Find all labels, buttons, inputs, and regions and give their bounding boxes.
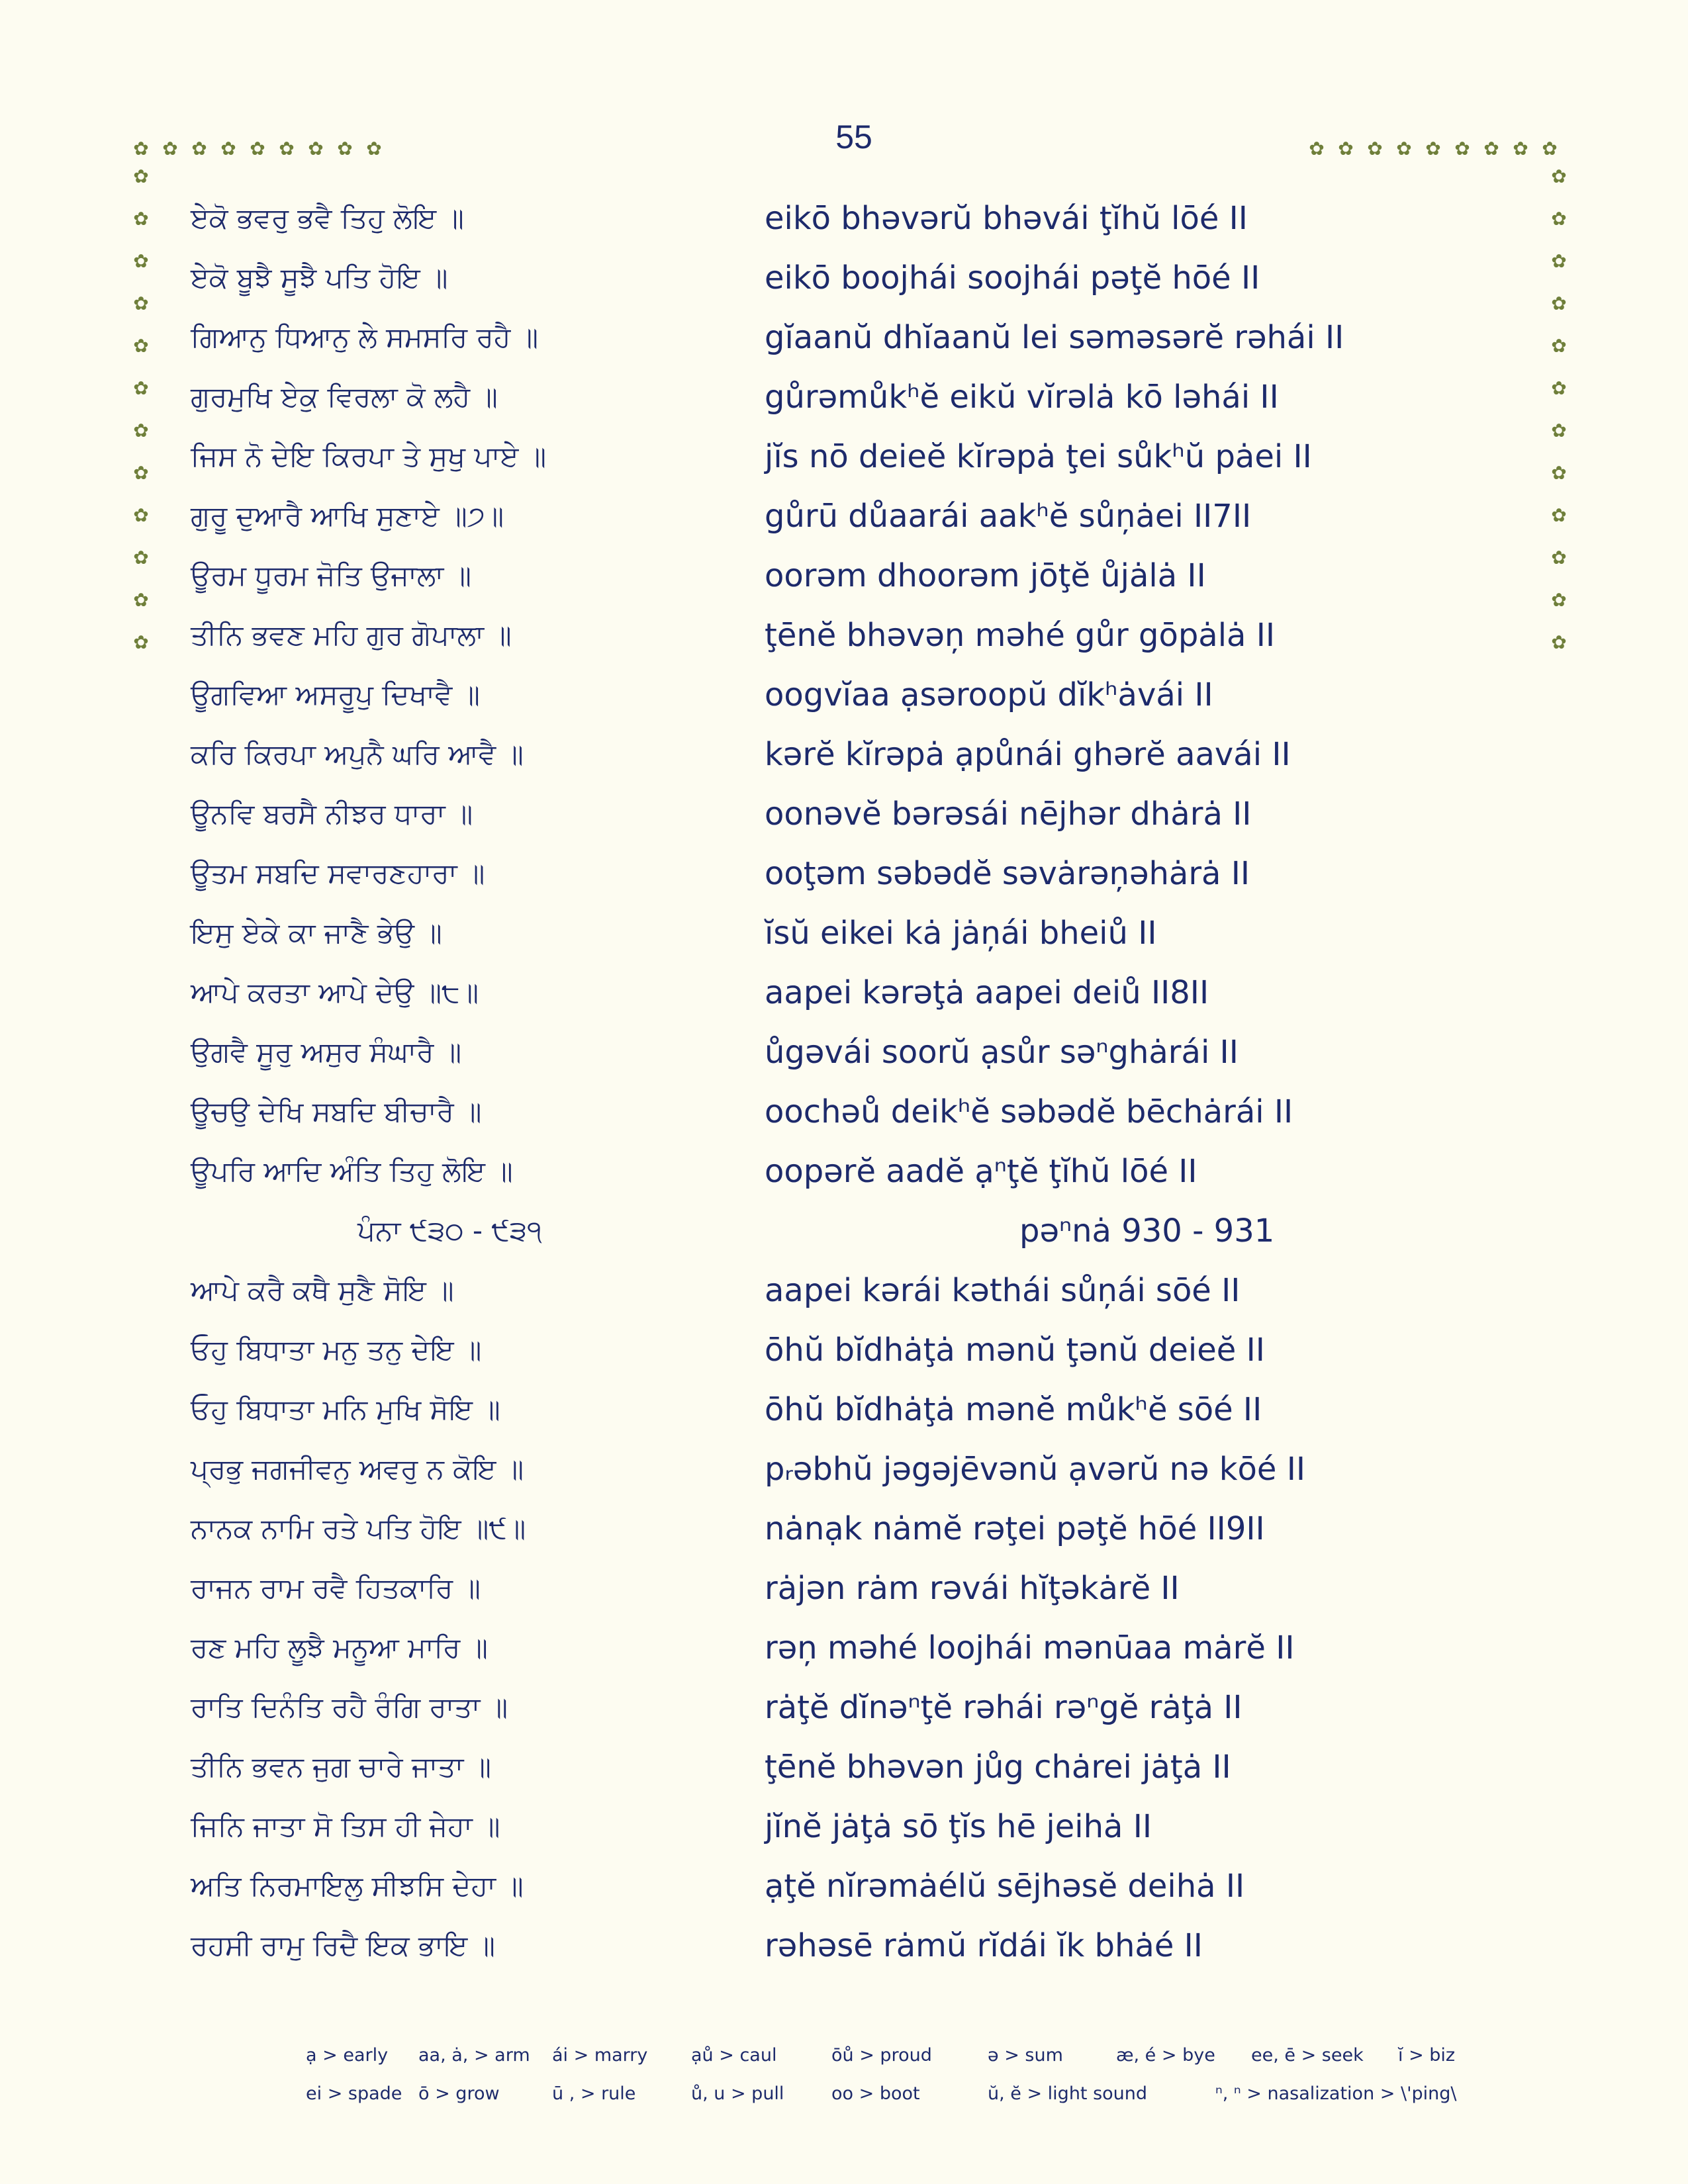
gurmukhi-text: ਇਸੁ ਏਕੇ ਕਾ ਜਾਣੈ ਭੇਉ ॥ xyxy=(191,917,442,949)
legend-item: ŭ, ĕ > light sound xyxy=(988,2083,1148,2104)
page-number: 55 xyxy=(835,118,872,156)
gurmukhi-text: ਊਰਮ ਧੂਰਮ ਜੋਤਿ ਉਜਾਲਾ ॥ xyxy=(191,559,471,592)
verse-line xyxy=(0,1807,1688,1866)
verse-line xyxy=(0,437,1688,496)
legend-item: ạů > caul xyxy=(691,2045,777,2066)
transliteration-text: ōhŭ bĭdhȧţȧ mənŭ ţənŭ deieĕ II xyxy=(765,1332,1265,1369)
verse-line xyxy=(0,1628,1688,1688)
gurmukhi-text: ਤੀਨਿ ਭਵਨ ਜੁਗ ਚਾਰੇ ਜਾਤਾ ॥ xyxy=(191,1751,491,1783)
gurmukhi-text: ਊਤਮ ਸਬਦਿ ਸਵਾਰਣਹਾਰਾ ॥ xyxy=(191,857,485,889)
verse-line xyxy=(0,318,1688,377)
verse-line xyxy=(0,556,1688,615)
legend-item: oo > boot xyxy=(831,2083,920,2104)
flower-icon: ✿ xyxy=(133,377,149,399)
verse-line xyxy=(0,199,1688,258)
gurmukhi-text: ਆਪੇ ਕਰਤਾ ਆਪੇ ਦੇਉ ॥੮॥ xyxy=(191,976,479,1009)
flower-icon: ✿ xyxy=(1551,250,1567,272)
gurmukhi-text: ਨਾਨਕ ਨਾਮਿ ਰਤੇ ਪਤਿ ਹੋਇ ॥੯॥ xyxy=(191,1512,526,1545)
flower-icon: ✿ xyxy=(1551,335,1567,357)
gurmukhi-text: ਰਣ ਮਹਿ ਲੂਝੈ ਮਨੂਆ ਮਾਰਿ ॥ xyxy=(191,1631,488,1664)
transliteration-text: rȧjən rȧm rəvái hĭţəkȧrĕ II xyxy=(765,1570,1180,1607)
legend-item: ō > grow xyxy=(418,2083,500,2104)
verse-line xyxy=(0,1390,1688,1449)
gurmukhi-text: ਪ੍ਰਭੁ ਜਗਜੀਵਨੁ ਅਵਰੁ ਨ ਕੋਇ ॥ xyxy=(191,1453,524,1485)
legend-item: ái > marry xyxy=(552,2045,648,2066)
verse-line xyxy=(0,1569,1688,1628)
gurmukhi-text: ਊਚਉ ਦੇਖਿ ਸਬਦਿ ਬੀਚਾਰੈ ॥ xyxy=(191,1095,482,1128)
flower-icon: ✿ xyxy=(133,208,149,230)
flower-icon: ✿ xyxy=(308,138,324,159)
flower-icon: ✿ xyxy=(1551,631,1567,653)
transliteration-text: oochəů deikʰĕ səbədĕ bēchȧrái II xyxy=(765,1093,1293,1130)
verse-line xyxy=(0,258,1688,318)
legend-row xyxy=(0,2045,1688,2071)
flower-icon: ✿ xyxy=(1551,165,1567,187)
transliteration-text: ţēnĕ bhəvən jůg chȧrei jȧţȧ II xyxy=(765,1749,1231,1786)
flower-icon: ✿ xyxy=(1551,547,1567,569)
flower-icon: ✿ xyxy=(366,138,382,159)
gurmukhi-text: ਆਪੇ ਕਰੈ ਕਥੈ ਸੁਣੈ ਸੋਇ ॥ xyxy=(191,1274,454,1306)
transliteration-text: eikō bhəvərŭ bhəvái ţĭhŭ lōé II xyxy=(765,200,1248,237)
transliteration-text: aapei kərái kəthái sůņái sōé II xyxy=(765,1272,1241,1309)
verse-line xyxy=(0,1688,1688,1747)
transliteration-text: aapei kərəţȧ aapei deiů II8II xyxy=(765,974,1209,1011)
verse-line xyxy=(0,854,1688,913)
flower-icon: ✿ xyxy=(133,293,149,314)
transliteration-text: gůrəmůkʰĕ eikŭ vĭrəlȧ kō ləhái II xyxy=(765,379,1279,416)
flower-icon: ✿ xyxy=(133,547,149,569)
verse-line xyxy=(0,675,1688,735)
gurmukhi-text: ਜਿਨਿ ਜਾਤਾ ਸੋ ਤਿਸ ਹੀ ਜੇਹਾ ॥ xyxy=(191,1810,500,1843)
legend-row xyxy=(0,2083,1688,2110)
flower-icon: ✿ xyxy=(1551,589,1567,611)
verse-line xyxy=(0,1509,1688,1569)
transliteration-text: eikō boojhái soojhái pəţĕ hōé II xyxy=(765,259,1260,296)
transliteration-text: rȧţĕ dĭnəⁿţĕ rəhái rəⁿgĕ rȧţȧ II xyxy=(765,1689,1243,1726)
flower-icon: ✿ xyxy=(1551,293,1567,314)
flower-icon: ✿ xyxy=(133,165,149,187)
gurmukhi-text: ਏਕੋ ਭਵਰੁ ਭਵੈ ਤਿਹੁ ਲੋਇ ॥ xyxy=(191,202,464,234)
legend-item: aa, ȧ, > arm xyxy=(418,2045,530,2066)
transliteration-text: gůrū důaarái aakʰĕ sůņȧei II7II xyxy=(765,498,1252,535)
legend-item: ĭ > biz xyxy=(1398,2045,1456,2066)
flower-icon: ✿ xyxy=(1551,504,1567,526)
verse-line xyxy=(0,615,1688,675)
verse-line xyxy=(0,735,1688,794)
flower-icon: ✿ xyxy=(337,138,353,159)
verse-line xyxy=(0,1866,1688,1926)
flower-icon: ✿ xyxy=(133,631,149,653)
gurmukhi-text: ਰਾਜਨ ਰਾਮ ਰਵੈ ਹਿਤਕਾਰਿ ॥ xyxy=(191,1572,481,1604)
gurmukhi-text: ਗੁਰਮੁਖਿ ਏਕੁ ਵਿਰਲਾ ਕੋ ਲਹੈ ॥ xyxy=(191,381,498,413)
flower-icon: ✿ xyxy=(133,589,149,611)
legend-item: ei > spade xyxy=(306,2083,402,2104)
flower-icon: ✿ xyxy=(191,138,207,159)
legend-item: æ, é > bye xyxy=(1116,2045,1215,2066)
verse-line xyxy=(0,496,1688,556)
flower-icon: ✿ xyxy=(1309,138,1325,159)
gurmukhi-text: ਰਹਸੀ ਰਾਮੁ ਰਿਦੈ ਇਕ ਭਾਇ ॥ xyxy=(191,1929,495,1962)
flower-icon: ✿ xyxy=(279,138,295,159)
gurmukhi-text: ਗਿਆਨੁ ਧਿਆਨੁ ਲੇ ਸਮਸਰਿ ਰਹੈ ॥ xyxy=(191,321,539,353)
transliteration-text: jĭnĕ jȧţȧ sō ţĭs hē jeihȧ II xyxy=(765,1808,1152,1845)
flower-icon: ✿ xyxy=(1483,138,1499,159)
flower-icon: ✿ xyxy=(1551,420,1567,441)
transliteration-text: ĭsŭ eikei kȧ jȧņái bheiů II xyxy=(765,915,1157,952)
gurmukhi-text: ਤੀਨਿ ਭਵਣ ਮਹਿ ਗੁਰ ਗੋਪਾਲਾ ॥ xyxy=(191,619,512,651)
flower-icon: ✿ xyxy=(133,138,149,159)
transliteration-text: ōhŭ bĭdhȧţȧ mənĕ můkʰĕ sōé II xyxy=(765,1391,1262,1428)
flower-icon: ✿ xyxy=(220,138,236,159)
flower-icon: ✿ xyxy=(1367,138,1383,159)
gurmukhi-text: ਓਹੁ ਬਿਧਾਤਾ ਮਨਿ ਮੁਖਿ ਸੋਇ ॥ xyxy=(191,1393,500,1426)
verse-line xyxy=(0,1152,1688,1211)
legend-item: ů, u > pull xyxy=(691,2083,784,2104)
verse-line xyxy=(0,1330,1688,1390)
legend-item: ōů > proud xyxy=(831,2045,932,2066)
flower-icon: ✿ xyxy=(1338,138,1354,159)
transliteration-text: pᵣəbhŭ jəgəjēvənŭ ạvərŭ nə kōé II xyxy=(765,1451,1306,1488)
flower-icon: ✿ xyxy=(1542,138,1558,159)
flower-icon: ✿ xyxy=(1425,138,1441,159)
transliteration-text: jĭs nō deieĕ kĭrəpȧ ţei sůkʰŭ pȧei II xyxy=(765,438,1312,475)
legend-item: ū , > rule xyxy=(552,2083,636,2104)
verse-line xyxy=(0,1032,1688,1092)
flower-icon: ✿ xyxy=(1551,377,1567,399)
verse-line xyxy=(0,377,1688,441)
legend-item: ạ > early xyxy=(306,2045,389,2066)
gurmukhi-text: ਓਹੁ ਬਿਧਾਤਾ ਮਨੁ ਤਨੁ ਦੇਇ ॥ xyxy=(191,1334,482,1366)
verse-line xyxy=(0,1747,1688,1807)
flower-icon: ✿ xyxy=(250,138,265,159)
flower-icon: ✿ xyxy=(133,504,149,526)
flower-icon: ✿ xyxy=(1513,138,1528,159)
gurmukhi-text: ਰਾਤਿ ਦਿਨੰਤਿ ਰਹੈ ਰੰਗਿ ਰਾਤਾ ॥ xyxy=(191,1691,508,1723)
flower-icon: ✿ xyxy=(1454,138,1470,159)
gurmukhi-text: ਪੰਨਾ ੯੩੦ - ੯੩੧ xyxy=(357,1214,542,1247)
legend-item: ee, ē > seek xyxy=(1251,2045,1364,2066)
transliteration-text: ooţəm səbədĕ səvȧrəņəhȧrȧ II xyxy=(765,855,1250,892)
transliteration-text: ạţĕ nĭrəmȧélŭ sējhəsĕ deihȧ II xyxy=(765,1868,1245,1905)
gurmukhi-text: ਊਨਵਿ ਬਰਸੈ ਨੀਝਰ ਧਾਰਾ ॥ xyxy=(191,797,473,830)
flower-icon: ✿ xyxy=(133,420,149,441)
transliteration-text: oorəm dhoorəm jōţĕ ůjȧlȧ II xyxy=(765,557,1206,594)
transliteration-text: kərĕ kĭrəpȧ ạpůnái ghərĕ aavái II xyxy=(765,736,1291,773)
legend-item: ə > sum xyxy=(988,2045,1063,2066)
transliteration-text: gĭaanŭ dhĭaanŭ lei səməsərĕ rəhái II xyxy=(765,319,1344,356)
transliteration-text: oonəvĕ bərəsái nējhər dhȧrȧ II xyxy=(765,796,1252,833)
gurmukhi-text: ਕਰਿ ਕਿਰਪਾ ਅਪੁਨੈ ਘਰਿ ਆਵੈ ॥ xyxy=(191,738,524,770)
transliteration-text: ţēnĕ bhəvəņ məhé gůr gōpȧlȧ II xyxy=(765,617,1276,654)
transliteration-text: oopərĕ aadĕ ạⁿţĕ ţĭhŭ lōé II xyxy=(765,1153,1197,1190)
gurmukhi-text: ਅਤਿ ਨਿਰਮਾਇਲੁ ਸੀਝਸਿ ਦੇਹਾ ॥ xyxy=(191,1870,524,1902)
gurmukhi-text: ਜਿਸ ਨੋ ਦੇਇ ਕਿਰਪਾ ਤੇ ਸੁਖੁ ਪਾਏ ॥ xyxy=(191,440,547,473)
transliteration-text: oogvĭaa ạsəroopŭ dĭkʰȧvái II xyxy=(765,676,1213,713)
gurmukhi-text: ਊਪਰਿ ਆਦਿ ਅੰਤਿ ਤਿਹੁ ਲੋਇ ॥ xyxy=(191,1155,513,1187)
verse-line xyxy=(0,913,1688,973)
verse-line xyxy=(0,1092,1688,1152)
gurmukhi-text: ਉਗਵੈ ਸੂਰੁ ਅਸੁਰ ਸੰਘਾਰੈ ॥ xyxy=(191,1036,462,1068)
flower-icon: ✿ xyxy=(1551,208,1567,230)
flower-icon: ✿ xyxy=(162,138,178,159)
flower-icon: ✿ xyxy=(133,462,149,484)
page-range-heading xyxy=(0,1211,1688,1271)
verse-line xyxy=(0,973,1688,1032)
gurmukhi-text: ਏਕੋ ਬੂਝੈ ਸੂਝੈ ਪਤਿ ਹੋਇ ॥ xyxy=(191,261,448,294)
verse-line xyxy=(0,794,1688,854)
flower-icon: ✿ xyxy=(133,250,149,272)
transliteration-text: rəņ məhé loojhái mənūaa mȧrĕ II xyxy=(765,1629,1295,1666)
transliteration-text: rəhəsē rȧmŭ rĭdái ĭk bhȧé II xyxy=(765,1927,1203,1964)
verse-line xyxy=(0,1926,1688,1985)
verse-line xyxy=(0,1271,1688,1330)
transliteration-text: ůgəvái soorŭ ạsůr səⁿghȧrái II xyxy=(765,1034,1239,1071)
gurmukhi-text: ਊਗਵਿਆ ਅਸਰੂਪੁ ਦਿਖਾਵੈ ॥ xyxy=(191,678,480,711)
flower-icon: ✿ xyxy=(133,335,149,357)
flower-icon: ✿ xyxy=(1551,462,1567,484)
transliteration-text: pəⁿnȧ 930 - 931 xyxy=(1019,1212,1275,1250)
gurmukhi-text: ਗੁਰੂ ਦੁਆਰੈ ਆਖਿ ਸੁਣਾਏ ॥੭॥ xyxy=(191,500,504,532)
flower-icon: ✿ xyxy=(1396,138,1412,159)
verse-line xyxy=(0,1449,1688,1509)
legend-item: ⁿ, ⁿ > nasalization > \'ping\ xyxy=(1215,2083,1457,2104)
transliteration-text: nȧnạk nȧmĕ rəţei pəţĕ hōé II9II xyxy=(765,1510,1265,1547)
